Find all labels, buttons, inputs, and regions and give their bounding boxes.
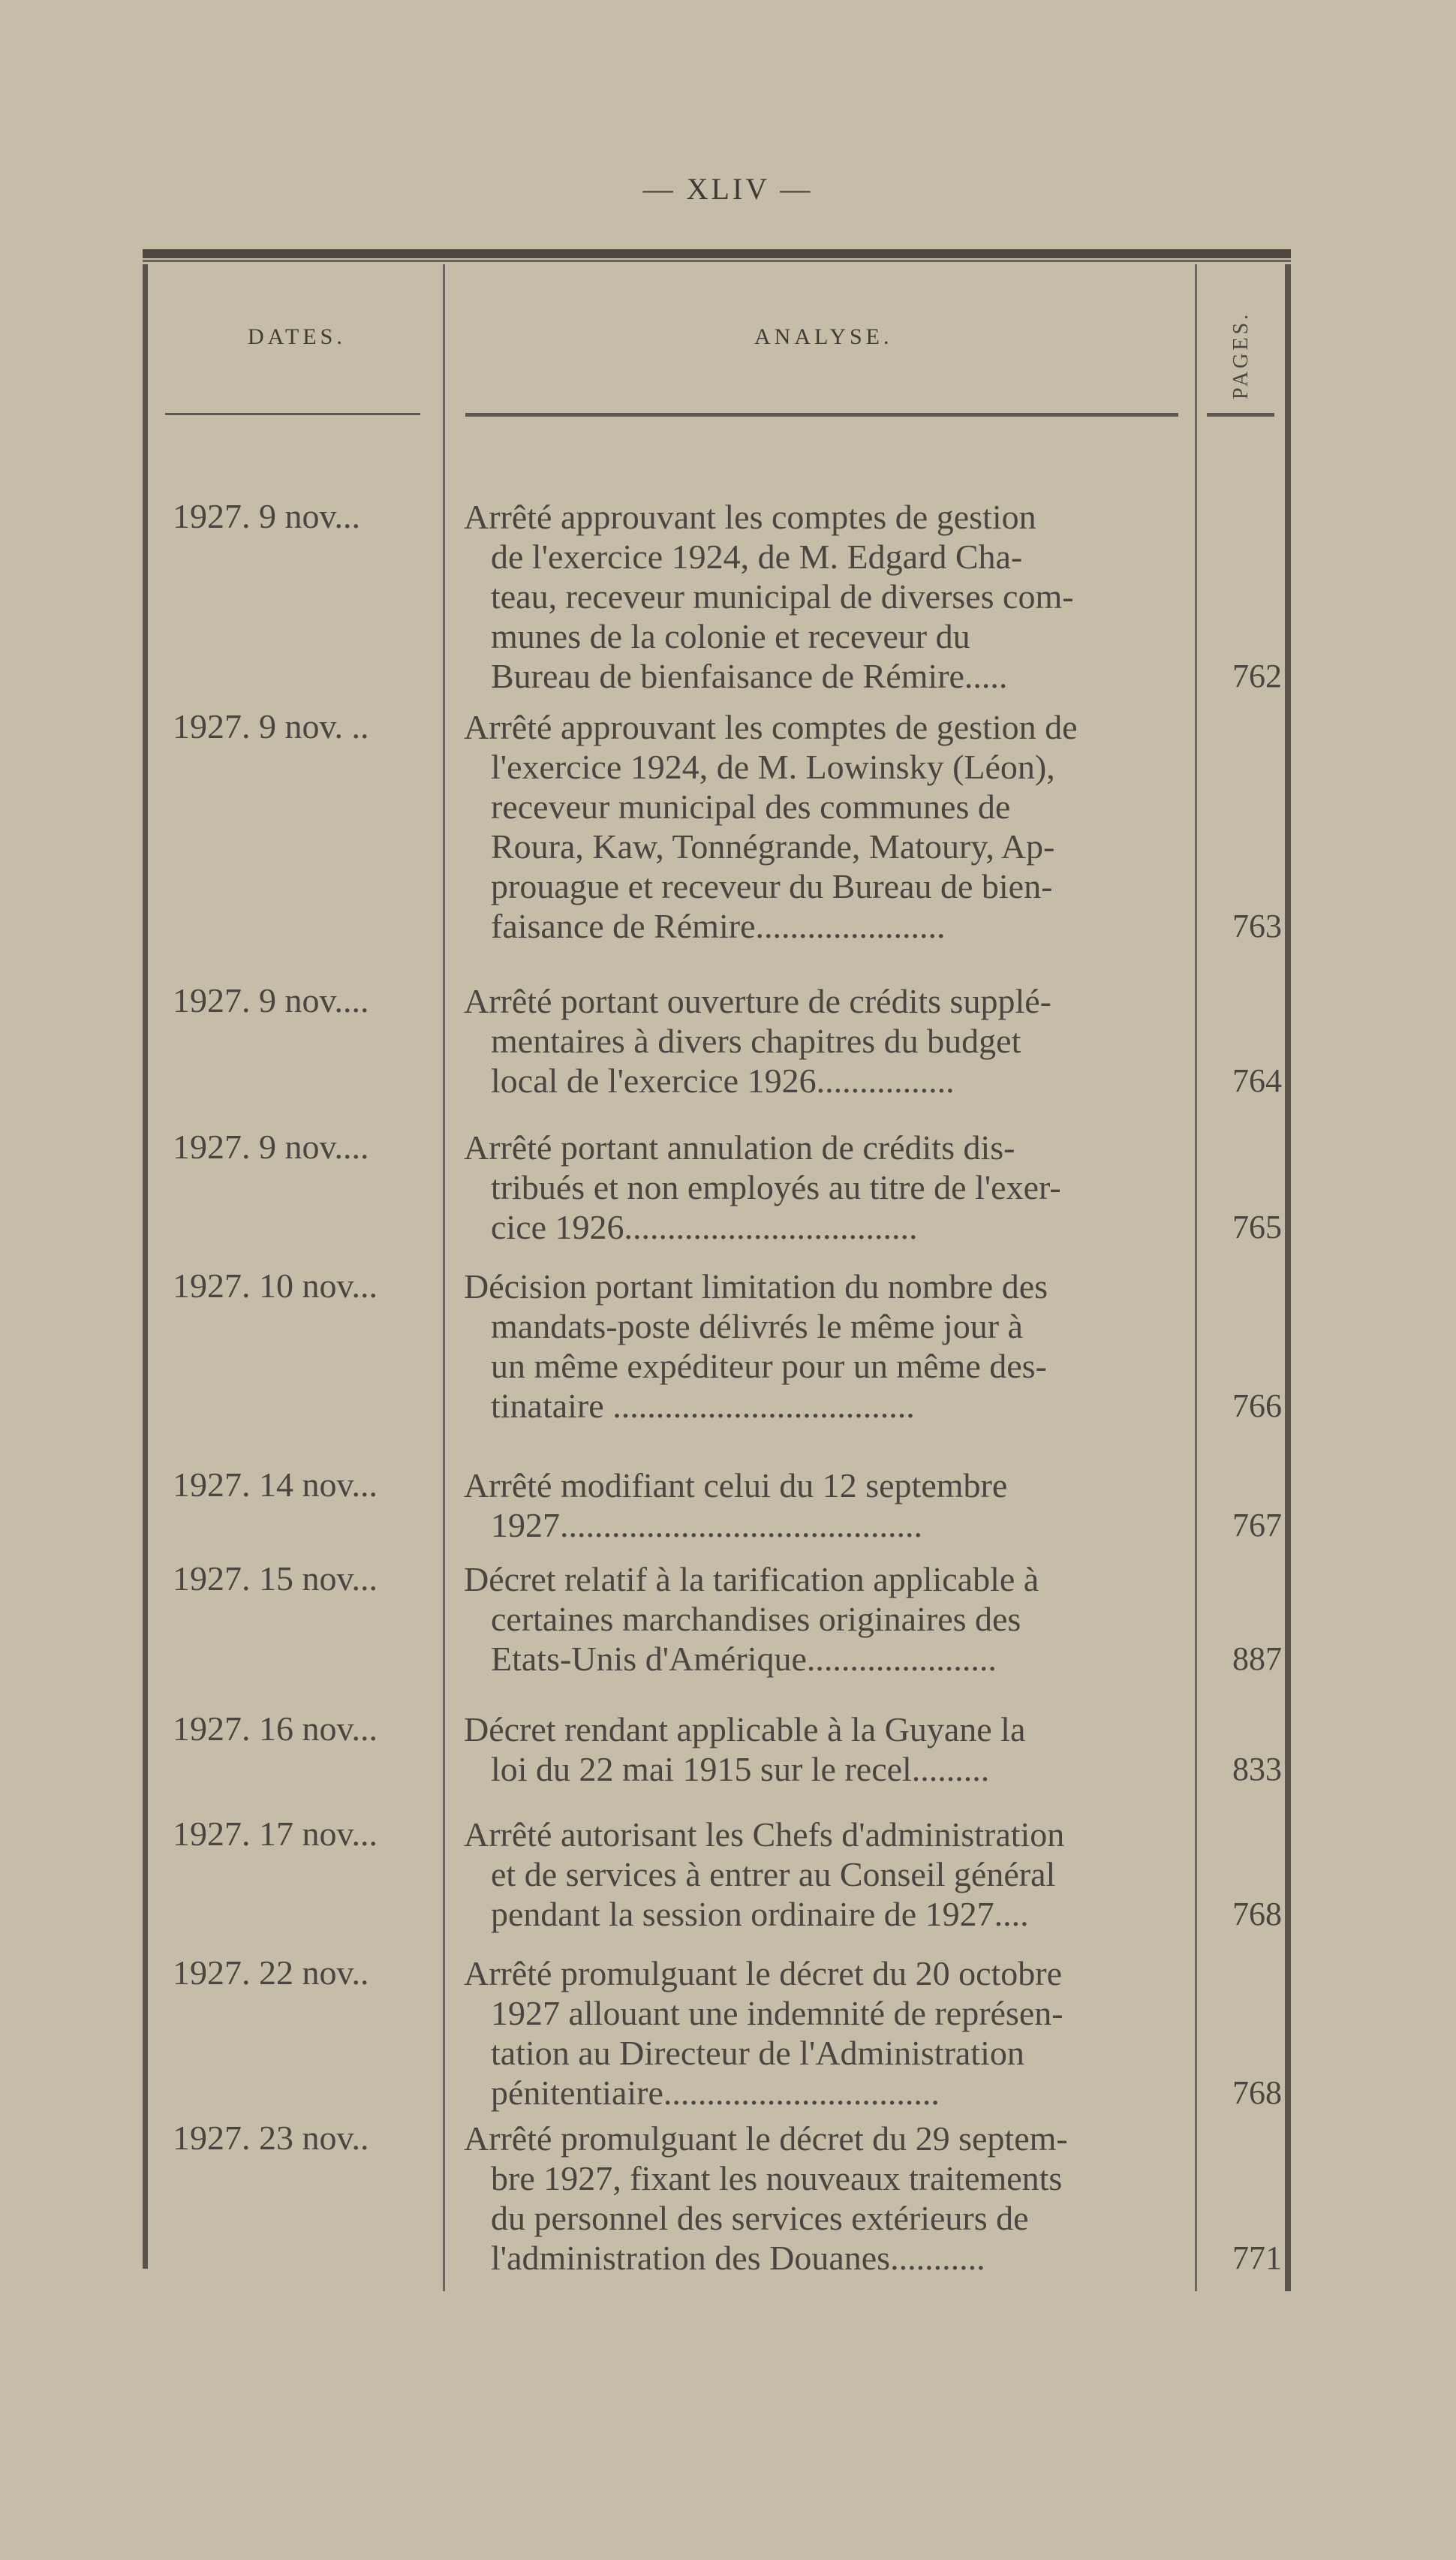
entry-page: 763 <box>1232 908 1282 944</box>
table-frame <box>143 249 1291 2276</box>
entry-analyse <box>464 1709 1192 1789</box>
entry-date: 1927. 14 nov... <box>173 1465 378 1504</box>
entry-line: l'exercice 1924, de M. Lowinsky (Léon), <box>491 748 1055 786</box>
entry-line: Décret rendant applicable à la Guyane la <box>464 1710 1026 1748</box>
entry-line: certaines marchandises originaires des <box>491 1600 1021 1638</box>
entry-page: 762 <box>1232 658 1282 694</box>
entry-line: et de services à entrer au Conseil général <box>491 1855 1056 1893</box>
entry-analyse <box>464 1559 1192 1679</box>
entry-line: tribués et non employés au titre de l'exer- <box>491 1168 1061 1206</box>
entry-page: 764 <box>1232 1062 1282 1099</box>
entry-line: local de l'exercice 1926................ <box>491 1062 955 1100</box>
entry-date: 1927. 22 nov.. <box>173 1953 369 1992</box>
entry-date: 1927. 9 nov... <box>173 497 361 535</box>
entry-line: de l'exercice 1924, de M. Edgard Cha- <box>491 538 1023 576</box>
entry-analyse <box>464 497 1192 696</box>
entry-line: teau, receveur municipal de diverses com- <box>491 577 1074 616</box>
header-analyse: ANALYSE. <box>754 324 893 349</box>
entry-line: pendant la session ordinaire de 1927.... <box>491 1895 1029 1933</box>
entry-date: 1927. 9 nov.... <box>173 981 369 1019</box>
header-dates: DATES. <box>248 324 346 349</box>
entry-line: Arrêté promulguant le décret du 20 octobre <box>464 1954 1063 1992</box>
entry-line: Décret relatif à la tarification applicable à <box>464 1560 1039 1598</box>
entry-line: Etats-Unis d'Amérique...................... <box>491 1640 997 1678</box>
entry-line: cice 1926.................................. <box>491 1208 918 1246</box>
entry-date: 1927. 10 nov... <box>173 1266 378 1305</box>
entry-line: Arrêté portant annulation de crédits dis- <box>464 1128 1015 1167</box>
entry-page: 767 <box>1232 1507 1282 1544</box>
entry-line: munes de la colonie et receveur du <box>491 617 970 655</box>
entry-line: Arrêté approuvant les comptes de gestion <box>464 498 1036 536</box>
entry-line: tinataire ................................... <box>491 1387 915 1425</box>
entry-date: 1927. 17 nov... <box>173 1815 378 1853</box>
entry-date: 1927. 23 nov.. <box>173 2119 369 2157</box>
entry-line: Arrêté modifiant celui du 12 septembre <box>464 1466 1008 1504</box>
top-rule-thin <box>143 260 1291 262</box>
column-divider-pages <box>1195 264 1197 2291</box>
entry-line: Décision portant limitation du nombre des <box>464 1267 1048 1306</box>
header-rule-pages <box>1207 413 1274 417</box>
entry-line: loi du 22 mai 1915 sur le recel......... <box>491 1750 990 1788</box>
entry-line: l'administration des Douanes........... <box>491 2239 985 2277</box>
entry-line: prouague et receveur du Bureau de bien- <box>491 867 1053 905</box>
entry-line: mentaires à divers chapitres du budget <box>491 1022 1021 1060</box>
entry-line: du personnel des services extérieurs de <box>491 2199 1029 2237</box>
entry-line: Arrêté promulguant le décret du 29 septem- <box>464 2119 1068 2158</box>
entry-page: 771 <box>1232 2239 1282 2276</box>
page-number: — XLIV — <box>642 172 814 206</box>
entry-line: 1927.......................................... <box>491 1506 922 1544</box>
entry-line: 1927 allouant une indemnité de représen- <box>491 1994 1063 2032</box>
entry-page: 887 <box>1232 1640 1282 1677</box>
entry-line: mandats-poste délivrés le même jour à <box>491 1307 1023 1345</box>
entry-analyse <box>464 1266 1192 1426</box>
entry-date: 1927. 15 nov... <box>173 1559 378 1598</box>
entry-line: faisance de Rémire...................... <box>491 907 946 945</box>
entry-line: Roura, Kaw, Tonnégrande, Matoury, Ap- <box>491 827 1055 866</box>
entry-date: 1927. 9 nov. .. <box>173 707 369 745</box>
entry-date: 1927. 16 nov... <box>173 1709 378 1748</box>
entry-page: 765 <box>1232 1209 1282 1245</box>
entry-page: 768 <box>1232 1896 1282 1932</box>
entry-analyse <box>464 1465 1192 1545</box>
entry-analyse <box>464 707 1192 946</box>
entry-analyse <box>464 2119 1192 2278</box>
entry-line: pénitentiaire................................ <box>491 2074 940 2112</box>
entry-line: un même expéditeur pour un même des- <box>491 1347 1047 1385</box>
entry-line: Arrêté portant ouverture de crédits supplé- <box>464 982 1051 1020</box>
entry-line: bre 1927, fixant les nouveaux traitements <box>491 2159 1063 2197</box>
entry-analyse <box>464 1953 1192 2113</box>
top-rule <box>143 249 1291 258</box>
entry-line: Bureau de bienfaisance de Rémire..... <box>491 657 1008 695</box>
entry-line: receveur municipal des communes de <box>491 788 1011 826</box>
entry-page: 766 <box>1232 1387 1282 1424</box>
entry-date: 1927. 9 nov.... <box>173 1128 369 1166</box>
header-rule-analyse <box>465 413 1178 417</box>
entry-page: 833 <box>1232 1751 1282 1787</box>
column-divider-dates <box>443 264 445 2291</box>
entry-line: Arrêté autorisant les Chefs d'administration <box>464 1815 1065 1854</box>
entry-line: tation au Directeur de l'Administration <box>491 2034 1024 2072</box>
right-border <box>1285 264 1291 2291</box>
entry-analyse <box>464 981 1192 1101</box>
entry-line: Arrêté approuvant les comptes de gestion de <box>464 708 1078 746</box>
entry-page: 768 <box>1232 2074 1282 2111</box>
entry-analyse <box>464 1128 1192 1247</box>
left-border <box>143 264 148 2269</box>
header-rule-dates <box>165 413 420 415</box>
entry-analyse <box>464 1815 1192 1934</box>
header-pages: PAGES. <box>1229 311 1253 399</box>
